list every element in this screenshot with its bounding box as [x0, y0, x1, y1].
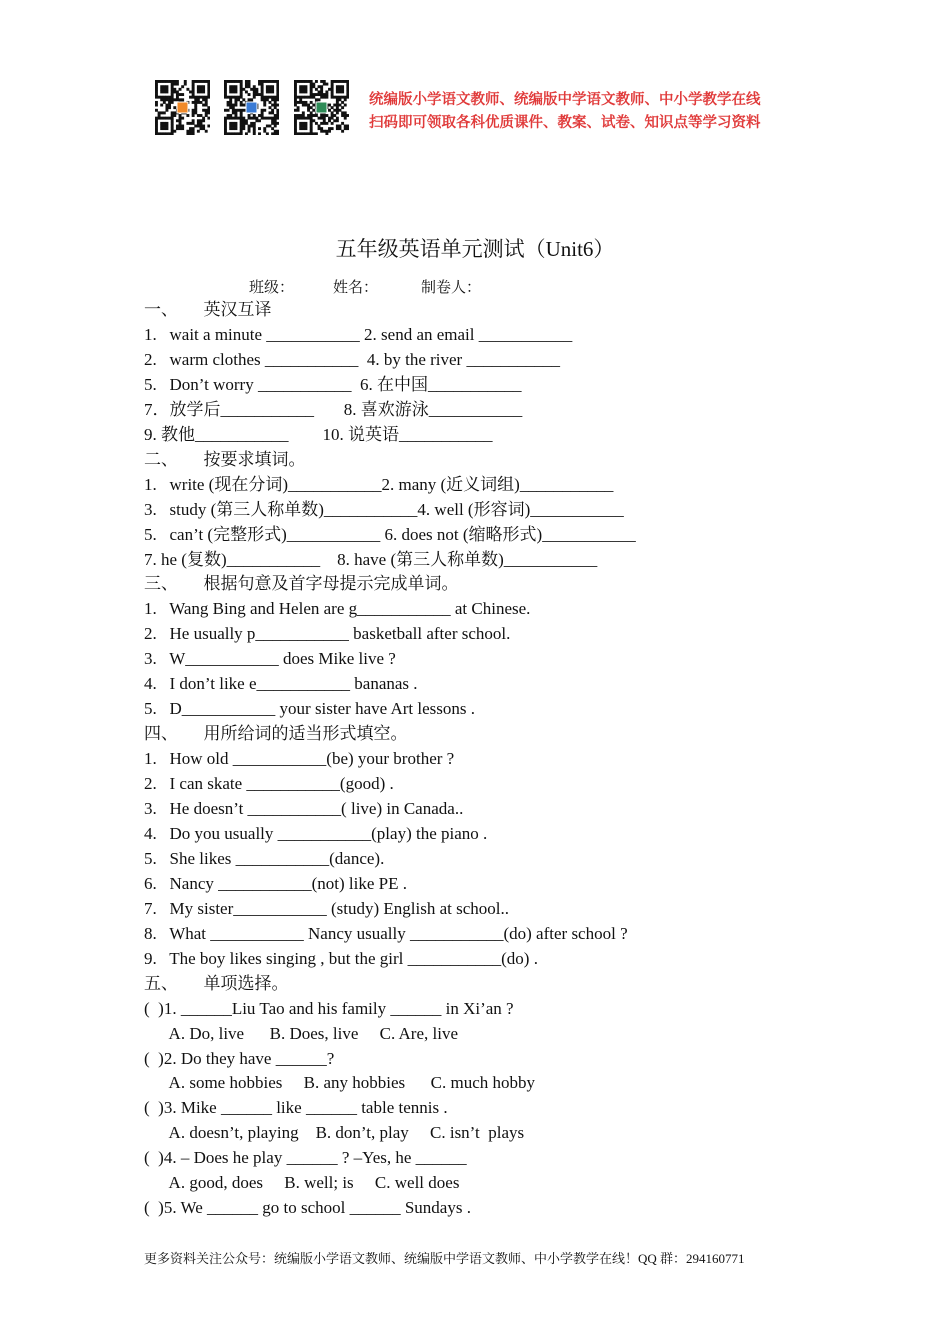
exam-line: ( )4. – Does he play ______ ? –Yes, he ______ [144, 1148, 467, 1168]
ad-text-line2: 扫码即可领取各科优质课件、教案、试卷、知识点等学习资料 [369, 115, 761, 131]
exam-line: 4. Do you usually ___________(play) the piano . [144, 823, 488, 843]
exam-line: 6. Nancy ___________(not) like PE . [144, 873, 407, 893]
exam-line: 9. 教他___________ 10. 说英语___________ [144, 424, 493, 444]
exam-line: ( )5. We ______ go to school ______ Sundays . [144, 1198, 471, 1218]
qr-code-icon[interactable] [155, 80, 210, 135]
exam-line: A. Do, live B. Does, live C. Are, live [144, 1023, 459, 1043]
exam-line: 1. Wang Bing and Helen are g___________ at Chinese. [144, 599, 531, 619]
exam-line: ( )1. ______Liu Tao and his family ______ in Xi’an ? [144, 998, 514, 1018]
exam-line: 7. he (复数)___________ 8. have (第三人称单数)___________ [144, 549, 598, 569]
qr-code-icon[interactable] [294, 80, 349, 135]
exam-line: 1. How old ___________(be) your brother ? [144, 749, 455, 769]
exam-line: 3. W___________ does Mike live ? [144, 649, 396, 669]
exam-line: 5. Don’t worry ___________ 6. 在中国___________ [144, 374, 522, 394]
exam-line: ( )3. Mike ______ like ______ table tennis . [144, 1098, 448, 1118]
exam-line: 四、 用所给词的适当形式填空。 [144, 724, 408, 744]
exam-line: 2. He usually p___________ basketball after school. [144, 624, 511, 644]
ad-text-line1: 统编版小学语文教师、统编版中学语文教师、中小学教学在线 [369, 92, 761, 108]
exam-line: 2. warm clothes ___________ 4. by the river ___________ [144, 349, 560, 369]
author-label: 制卷人： [421, 280, 482, 296]
exam-line: 五、 单项选择。 [144, 973, 289, 993]
exam-line: 2. I can skate ___________(good) . [144, 774, 394, 794]
exam-line: A. good, does B. well; is C. well does [144, 1173, 460, 1193]
exam-line: A. doesn’t, playing B. don’t, play C. isn’t plays [144, 1123, 525, 1143]
exam-line: 3. study (第三人称单数)___________4. well (形容词)___________ [144, 499, 624, 519]
name-label: 姓名： [333, 280, 379, 296]
exam-line: A. some hobbies B. any hobbies C. much hobby [144, 1073, 535, 1093]
exam-line: 4. I don’t like e___________ bananas . [144, 674, 418, 694]
exam-line: 1. write (现在分词)___________2. many (近义词组)___________ [144, 474, 614, 494]
exam-line: 5. can’t (完整形式)___________ 6. does not (缩略形式)___________ [144, 524, 636, 544]
exam-line: 5. She likes ___________(dance). [144, 848, 385, 868]
exam-line: 5. D___________ your sister have Art lessons . [144, 699, 476, 719]
exam-line: 3. He doesn’t ___________( live) in Canada.. [144, 799, 464, 818]
exam-line: 8. What ___________ Nancy usually ___________(do) after school ? [144, 923, 628, 943]
footer-note: 更多资料关注公众号：统编版小学语文教师、统编版中学语文教师、中小学教学在线！QQ 群：294160771 [144, 1251, 745, 1266]
exam-line: 一、 英汉互译 [144, 300, 272, 319]
header-banner [155, 80, 805, 140]
exam-line: 7. My sister___________ (study) English at school.. [144, 898, 510, 918]
class-label: 班级： [249, 280, 295, 296]
exam-line: ( )2. Do they have ______? [144, 1048, 335, 1068]
qr-code-icon[interactable] [224, 80, 279, 135]
page-title: 五年级英语单元测试（Unit6） [335, 237, 615, 261]
exam-line: 二、 按要求填词。 [144, 449, 306, 469]
exam-line: 9. The boy likes singing , but the girl ___________(do) . [144, 948, 538, 968]
exam-line: 7．放学后___________ 8. 喜欢游泳___________ [144, 399, 523, 419]
exam-line: 三、 根据句意及首字母提示完成单词。 [144, 574, 459, 594]
exam-line: 1. wait a minute ___________ 2. send an email ___________ [144, 324, 573, 344]
